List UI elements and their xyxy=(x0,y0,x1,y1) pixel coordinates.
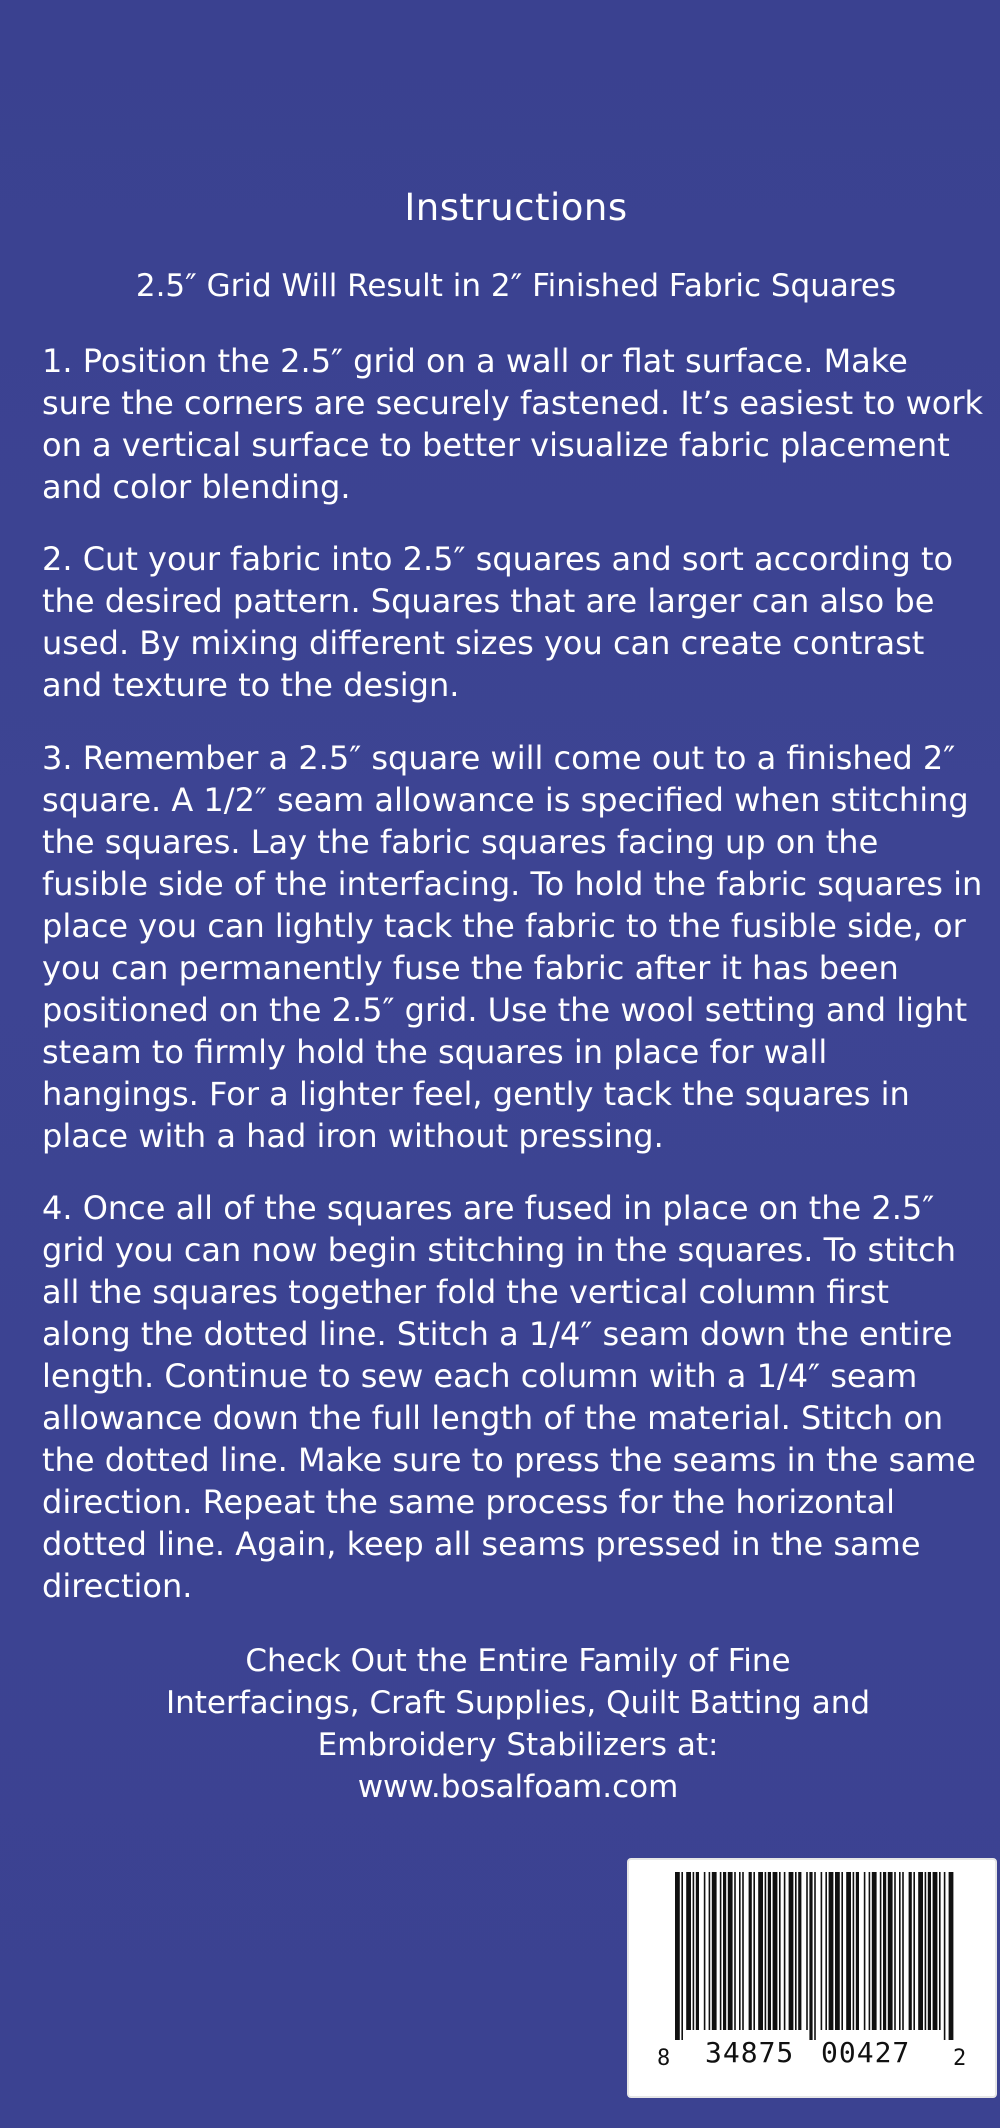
barcode-bar xyxy=(883,1872,886,2030)
barcode-bar xyxy=(773,1872,778,2030)
barcode-bar xyxy=(784,1872,786,2030)
barcode-bar xyxy=(809,1872,812,2040)
barcode-bar xyxy=(709,1872,711,2030)
barcode-bar xyxy=(835,1872,840,2030)
barcode-left-digits: 34875 xyxy=(705,2036,795,2069)
barcode-bar xyxy=(902,1872,904,2030)
barcode-bars xyxy=(675,1872,955,2040)
barcode-bar xyxy=(696,1872,699,2030)
barcode-bar xyxy=(846,1872,851,2030)
barcode-bar xyxy=(675,1872,680,2040)
barcode-bar xyxy=(821,1872,823,2030)
barcode-bar xyxy=(949,1872,954,2040)
barcode-bar xyxy=(720,1872,722,2030)
barcode-bar xyxy=(806,1872,808,2030)
closing-line-2: Interfacings, Craft Supplies, Quilt Batting and xyxy=(165,1685,871,1721)
barcode-bar xyxy=(728,1872,733,2030)
website-url: www.bosalfoam.com xyxy=(357,1769,679,1805)
barcode-bar xyxy=(768,1872,771,2030)
barcode-bar xyxy=(899,1872,901,2030)
closing-message xyxy=(0,1640,1000,1808)
barcode-bar xyxy=(704,1872,706,2030)
barcode-bar xyxy=(918,1872,923,2030)
barcode-bar xyxy=(829,1872,834,2030)
instruction-step-2: 2. Cut your fabric into 2.5″ squares and sort according to the desired pattern. Squares that are larger can also be used. By mixing different sizes you can create contrast and texture to the design. xyxy=(42,540,954,704)
closing-line-3: Embroidery Stabilizers at: xyxy=(317,1727,719,1763)
barcode-bar xyxy=(739,1872,741,2030)
barcode-bar xyxy=(798,1872,801,2030)
barcode-first-digit: 8 xyxy=(657,2046,671,2071)
barcode-bar xyxy=(894,1872,896,2030)
barcode-bar xyxy=(856,1872,859,2030)
barcode-bar xyxy=(686,1872,691,2030)
barcode-bar xyxy=(789,1872,794,2030)
barcode-bar xyxy=(872,1872,877,2030)
barcode-bar xyxy=(795,1872,797,2030)
barcode-bar xyxy=(753,1872,755,2030)
barcode-bar xyxy=(734,1872,736,2030)
barcode-right-digits: 00427 xyxy=(821,2036,911,2069)
barcode-bar xyxy=(853,1872,855,2030)
barcode-bar xyxy=(888,1872,893,2030)
barcode-bar xyxy=(758,1872,763,2030)
instruction-step-1: 1. Position the 2.5″ grid on a wall or flat surface. Make sure the corners are securely fastened. It’s easiest to work on a vertical surface to better visualize fabric placement and color blending. xyxy=(42,342,984,506)
barcode-bar xyxy=(933,1872,938,2030)
barcode-bar xyxy=(742,1872,744,2030)
barcode-bar xyxy=(681,1872,683,2040)
barcode-bar xyxy=(864,1872,866,2030)
barcode-bar xyxy=(913,1872,915,2030)
barcode-bar xyxy=(925,1872,927,2030)
instruction-step-4: 4. Once all of the squares are fused in place on the 2.5″ grid you can now begin stitching in the squares. To stitch all the squares together fold the vertical column first along the dotted line. Stitch a 1/4″ seam down the entire length. Continue to sew each column with a 1/4″ seam allowance down the full length of the material. Stitch on the dotted line. Make sure to press the seams in the same direction. Repeat the same process for the horizontal dotted line. Again, keep all seams pressed in the same direction. xyxy=(42,1189,976,1605)
barcode-bar xyxy=(749,1872,752,2030)
barcode-bar xyxy=(825,1872,827,2030)
barcode-bar xyxy=(814,1872,816,2040)
instructions-heading: Instructions xyxy=(404,186,628,229)
barcode-bar xyxy=(723,1872,726,2030)
barcode-bar xyxy=(928,1872,931,2030)
barcode-bar xyxy=(869,1872,871,2030)
instruction-step-3: 3. Remember a 2.5″ square will come out to a finished 2″ square. A 1/2″ seam allowance is specified when stitching the squares. Lay the fabric squares facing up on the fusible side of the interfacing. To hold the fabric squares in place you can lightly tack the fabric to the fusible side, or you can permanently fuse the fabric after it has been positioned on the 2.5″ grid. Use the wool setting and light steam to firmly hold the squares in place for wall hangings. For a lighter feel, gently tack the squares in place with a had iron without pressing. xyxy=(42,739,983,1155)
barcode-bar xyxy=(765,1872,767,2030)
closing-line-1: Check Out the Entire Family of Fine xyxy=(245,1643,791,1679)
upc-barcode xyxy=(627,1858,997,2098)
barcode-bar xyxy=(712,1872,717,2030)
barcode-bar xyxy=(693,1872,695,2030)
barcode-bar xyxy=(909,1872,912,2030)
barcode-bar xyxy=(779,1872,781,2030)
barcode-bar xyxy=(841,1872,843,2030)
grid-subtitle: 2.5″ Grid Will Result in 2″ Finished Fabric Squares xyxy=(135,268,897,304)
barcode-bar xyxy=(939,1872,941,2030)
barcode-check-digit: 2 xyxy=(953,2046,967,2071)
barcode-bar xyxy=(944,1872,946,2040)
barcode-bar xyxy=(880,1872,882,2030)
